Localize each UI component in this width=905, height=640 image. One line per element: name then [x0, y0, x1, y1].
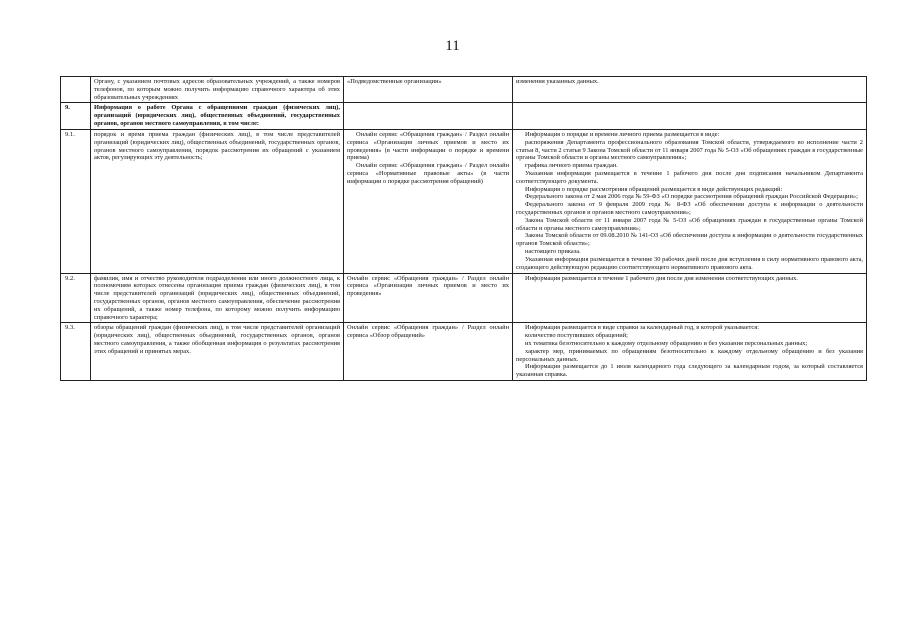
terms-paragraph: графика личного приема граждан. [525, 162, 618, 170]
table-row [61, 77, 867, 103]
row-number: 9. [61, 103, 91, 129]
method-paragraph: Онлайн сервис «Обращения граждан» / Раздел онлайн сервиса «Организация личных приемов и место их проведения» (в части информации о порядке и времени приема) [347, 130, 509, 162]
info-content-cell: Органу, с указанием почтовых адресов образовательных учреждений, а также номеров телефонов, по которым можно получить информацию справочного характера об этих образовательных учреждениях [91, 77, 344, 103]
terms-paragraph: Информация о порядке и времени личного приема размещается в виде: [525, 130, 720, 138]
regulation-table [60, 76, 867, 381]
info-content-cell: фамилия, имя и отчество руководителя подразделения или иного должностного лица, к полномочиям которых отнесены организация приема граждан (физических лиц), в том числе представителей организаций (юридических лиц), общественных объединений, государственных органов, органов местного самоуправления, обеспечение рассмотрения их обращений, а также номер телефона, по которому можно получить информацию справочного характера; [91, 273, 344, 323]
method-paragraph: Онлайн сервис «Обращения граждан» / Раздел онлайн сервиса «Организация личных приемов и место их проведения» [347, 274, 509, 298]
placement-terms-cell [513, 323, 867, 381]
method-paragraph: Онлайн сервис «Обращения граждан» / Раздел онлайн сервиса «Обзор обращений» [347, 324, 509, 340]
terms-paragraph: Информация о порядке рассмотрения обращений размещается в виде действующих редакций: [525, 185, 783, 193]
placement-method-cell [344, 323, 513, 381]
placement-terms-cell [513, 129, 867, 273]
terms-paragraph: Информация размещается в виде справки за календарный год, в которой указывается: [525, 324, 759, 332]
terms-paragraph: Информация размещается до 1 июля календарного года следующего за календарным годом, за который составляется указанная справка. [516, 363, 863, 379]
placement-terms-cell [513, 273, 867, 323]
row-number [61, 77, 91, 103]
table-row [61, 129, 867, 273]
terms-paragraph: настоящего приказа. [525, 248, 581, 256]
table-row [61, 323, 867, 381]
placement-method-cell [344, 129, 513, 273]
placement-terms-cell [513, 103, 867, 129]
terms-paragraph: распоряжения Департамента профессионального образования Томской области, утверждаемого во исполнение части 2 статьи 8, части 2 статьи 9 Закона Томской области от 11 января 2007 года № 5-ОЗ «Об обращениях граждан в государственные органы Томской области и органы местного самоуправления»; [516, 138, 863, 162]
row-number: 9.2. [61, 273, 91, 323]
terms-paragraph: Указанная информация размещается в течение 30 рабочих дней после дня вступления в силу нормативного правового акта, создающего действующую редакцию соответствующего нормативного правового акта. [516, 255, 863, 271]
table-body [61, 77, 867, 381]
table-row [61, 273, 867, 323]
info-content-cell: обзоры обращений граждан (физических лиц), в том числе представителей организаций (юридических лиц), общественных объединений, государственных органов, органов местного самоуправления, а также обобщенная информация о результатах рассмотрения этих обращений и принятых мерах. [91, 323, 344, 381]
placement-method-cell [344, 77, 513, 103]
terms-paragraph: Закона Томской области от 11 января 2007 года № 5-ОЗ «Об обращениях граждан в государственные органы Томской области и органы местного самоуправления»; [516, 216, 863, 232]
method-paragraph: «Подведомственные организации» [347, 78, 442, 85]
method-paragraph: Онлайн сервис «Обращения граждан» / Раздел онлайн сервиса «Нормативные правовые акты» (в части информации о порядке рассмотрения обращений) [347, 162, 509, 185]
terms-paragraph: изменения указанных данных. [516, 78, 599, 85]
terms-paragraph: их тематика безотносительно к каждому отдельному обращению и без указания персональных данных; [525, 340, 808, 347]
page-number: 11 [445, 38, 460, 54]
info-content-cell: Информация о работе Органа с обращениями граждан (физических лиц), организаций (юридических лиц), общественных объединений, государственных органов, органов местного самоуправления, в том числе: [91, 103, 344, 129]
terms-paragraph: Федерального закона от 9 февраля 2009 года № 8-ФЗ «Об обеспечении доступа к информации о деятельности государственных органов и органов местного самоуправления»; [516, 201, 863, 216]
terms-paragraph: Федерального закона от 2 мая 2006 года № 59-ФЗ «О порядке рассмотрения обращений граждан Российской Федерации»; [525, 193, 858, 201]
placement-method-cell [344, 273, 513, 323]
placement-terms-cell [513, 77, 867, 103]
terms-paragraph: Закона Томской области от 09.08.2010 № 141-ОЗ «Об обеспечении доступа к информации о деятельности государственных органов Томской области»; [516, 232, 863, 248]
placement-method-cell [344, 103, 513, 129]
terms-paragraph: количество поступивших обращений; [525, 332, 628, 340]
row-number: 9.1. [61, 129, 91, 273]
info-content-cell: порядок и время приема граждан (физических лиц), в том числе представителей организаций (юридических лиц), общественных объединений, государственных органов, органов местного самоуправления, порядок рассмотрения их обращений с указанием актов, регулирующих эту деятельность; [91, 129, 344, 273]
terms-paragraph: характер мер, принимаемых по обращениям безотносительно к каждому отдельному обращению и без указания персональных данных. [516, 347, 863, 363]
terms-paragraph: Информация размещается в течение 1 рабочего дня после дня изменения соответствующих данных. [525, 274, 798, 282]
table-row [61, 103, 867, 129]
row-number: 9.3. [61, 323, 91, 381]
terms-paragraph: Указанная информация размещается в течение 1 рабочего дня после дня подписания начальником Департамента соответствующего документа. [516, 169, 863, 185]
